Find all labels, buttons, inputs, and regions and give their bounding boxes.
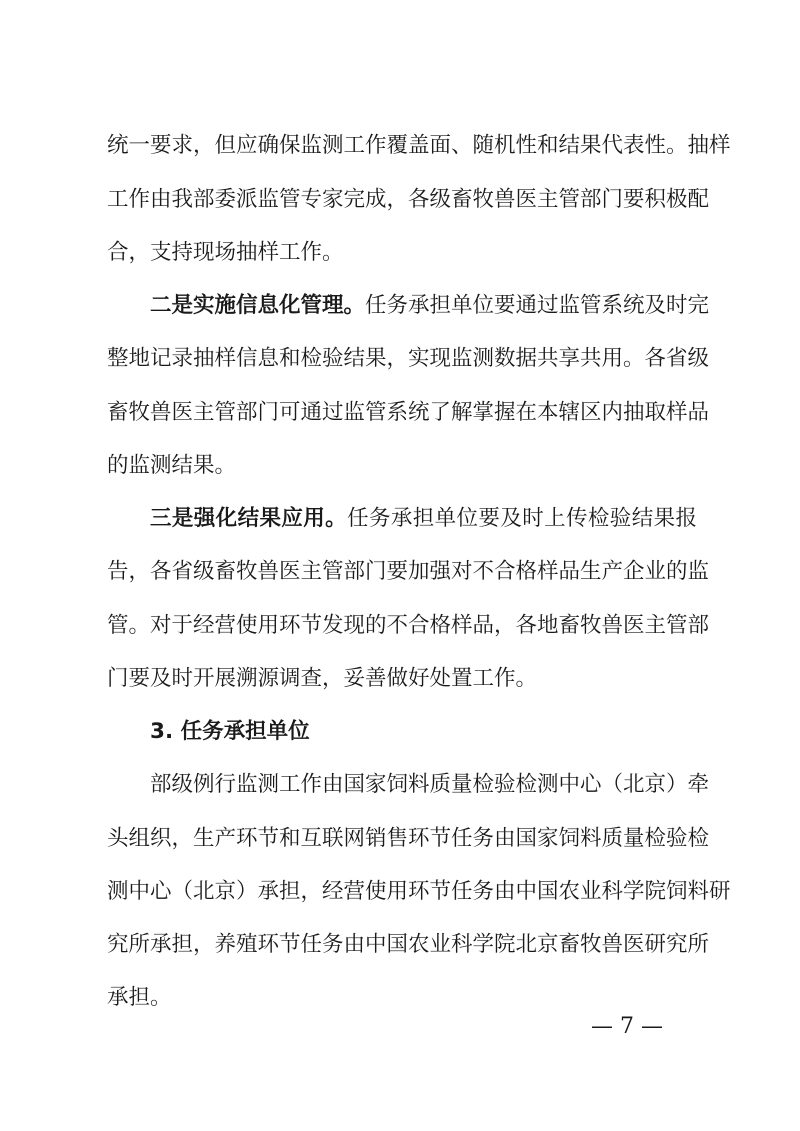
paragraph-line: 头组织，生产环节和互联网销售环节任务由国家饲料质量检验检 <box>107 826 710 851</box>
paragraph-line: 究所承担，养殖环节任务由中国农业科学院北京畜牧兽医研究所 <box>107 932 710 957</box>
paragraph-line: 承担。 <box>107 985 172 1010</box>
paragraph-line: 告，各省级畜牧兽医主管部门要加强对不合格样品生产企业的监 <box>107 559 710 584</box>
paragraph-lead-bold: 二是实施信息化管理。 <box>150 293 366 318</box>
paragraph-line: 工作由我部委派监管专家完成，各级畜牧兽医主管部门要积极配 <box>107 187 710 212</box>
paragraph-line: 统一要求，但应确保监测工作覆盖面、随机性和结果代表性。抽样 <box>107 133 731 158</box>
paragraph-first-line: 部级例行监测工作由国家饲料质量检验检测中心（北京）牵 <box>150 772 710 797</box>
paragraph-line: 门要及时开展溯源调查，妥善做好处置工作。 <box>107 666 538 691</box>
paragraph-text: 任务承担单位要及时上传检验结果报 <box>347 506 697 531</box>
section-heading: 3. 任务承担单位 <box>150 719 310 744</box>
paragraph-first-line <box>150 291 710 321</box>
paragraph-text: 任务承担单位要通过监管系统及时完 <box>365 293 710 318</box>
paragraph-line: 整地记录抽样信息和检验结果，实现监测数据共享共用。各省级 <box>107 346 710 371</box>
paragraph-line: 合，支持现场抽样工作。 <box>107 240 344 265</box>
page-number: — 7 — <box>591 1014 663 1039</box>
paragraph-first-line <box>150 504 697 534</box>
paragraph-line: 的监测结果。 <box>107 453 237 478</box>
paragraph-line: 测中心（北京）承担，经营使用环节任务由中国农业科学院饲料研 <box>107 879 731 904</box>
paragraph-line: 管。对于经营使用环节发现的不合格样品，各地畜牧兽医主管部 <box>107 613 710 638</box>
paragraph-lead-bold: 三是强化结果应用。 <box>150 506 348 531</box>
paragraph-line: 畜牧兽医主管部门可通过监管系统了解掌握在本辖区内抽取样品 <box>107 400 710 425</box>
